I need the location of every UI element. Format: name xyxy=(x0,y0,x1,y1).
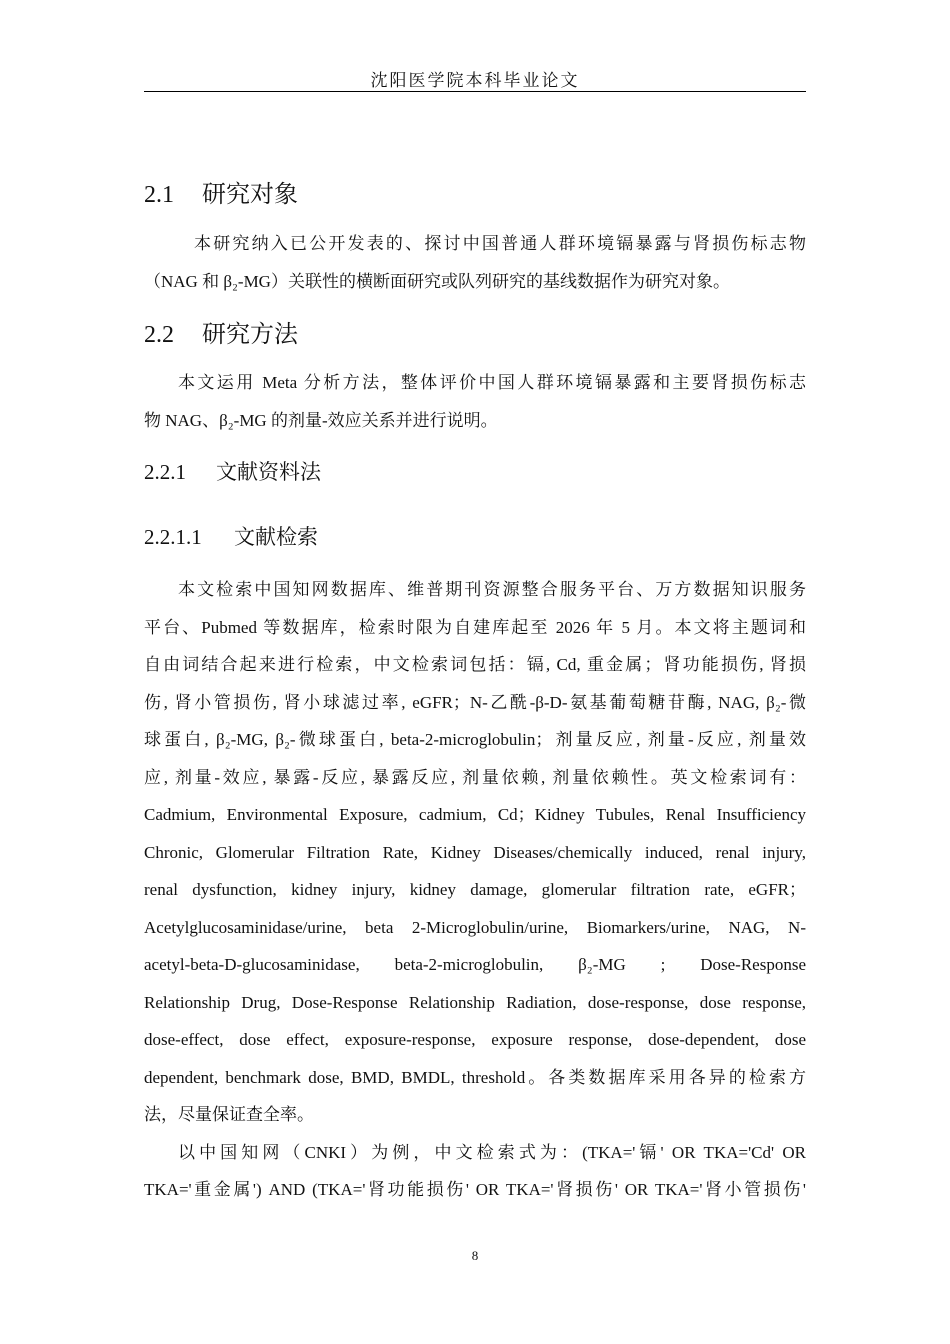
section-number: 2.2.1.1 xyxy=(144,525,202,549)
text-line: 伤, 肾小管损伤, 肾小球滤过率, eGFR；N-乙酰-β-D-氨基葡萄糖苷酶, NAG, β₂-微 xyxy=(144,692,806,712)
section-heading-2-2 xyxy=(144,314,298,349)
text-line: Acetylglucosaminidase/urine, beta 2-Microglobulin/urine, Biomarkers/urine, NAG, N- xyxy=(144,917,806,937)
section-number: 2.2.1 xyxy=(144,460,186,484)
text-line: Cadmium, Environmental Exposure, cadmium, Cd；Kidney Tubules, Renal Insufficiency xyxy=(144,805,806,824)
section-number: 2.1 xyxy=(144,182,174,208)
text-line: Relationship Drug, Dose-Response Relationship Radiation, dose-response, dose response, xyxy=(144,992,806,1012)
text-line: 物 NAG、β₂-MG 的剂量-效应关系并进行说明。 xyxy=(144,410,498,430)
section-title: 文献检索 xyxy=(234,525,318,549)
section-heading-2-2-1-1 xyxy=(144,521,318,551)
paragraph-literature-search xyxy=(144,571,806,1209)
text-line: 应, 剂量-效应, 暴露-反应, 暴露反应, 剂量依赖, 剂量依赖性。英文检索词有： xyxy=(144,767,806,787)
text-line: 本文运用 Meta 分析方法，整体评价中国人群环境镉暴露和主要肾损伤标志 xyxy=(178,373,806,392)
text-line: acetyl-beta-D-glucosaminidase, beta-2-microglobulin, β₂-MG ; Dose-Response xyxy=(144,955,806,974)
section-heading-2-2-1 xyxy=(144,456,321,486)
text-line: 球蛋白, β₂-MG, β₂-微球蛋白, beta-2-microglobulin；剂量反应, 剂量-反应, 剂量效 xyxy=(144,730,806,749)
text-line: dose-effect, dose effect, exposure-response, exposure response, dose-dependent, dose xyxy=(144,1030,806,1049)
text-line: （NAG 和 β₂-MG）关联性的横断面研究或队列研究的基线数据作为研究对象。 xyxy=(144,271,730,291)
text-line: renal dysfunction, kidney injury, kidney damage, glomerular filtration rate, eGFR； xyxy=(144,880,806,899)
text-line: 平台、Pubmed 等数据库，检索时限为自建库起至 2026 年 5 月。本文将主题词和 xyxy=(144,617,806,637)
text-line: 以中国知网（CNKI）为例，中文检索式为：(TKA='镉' OR TKA='Cd' OR xyxy=(178,1142,806,1162)
running-header: 沈阳医学院本科毕业论文 xyxy=(370,71,580,90)
paragraph-research-object xyxy=(144,225,806,300)
text-line: 法，尽量保证查全率。 xyxy=(144,1105,314,1124)
paragraph-research-method xyxy=(144,364,806,439)
section-number: 2.2 xyxy=(144,322,174,348)
section-heading-2-1 xyxy=(144,174,298,209)
text-line: TKA='重金属') AND (TKA='肾功能损伤' OR TKA='肾损伤' OR TKA='肾小管损伤' xyxy=(144,1180,806,1199)
header-rule xyxy=(144,91,806,92)
text-line: Chronic, Glomerular Filtration Rate, Kidney Diseases/chemically induced, renal injury, xyxy=(144,842,806,862)
section-title: 研究方法 xyxy=(202,322,298,348)
text-line: 本文检索中国知网数据库、维普期刊资源整合服务平台、万方数据知识服务 xyxy=(178,580,806,599)
section-title: 研究对象 xyxy=(202,182,298,208)
text-line: dependent, benchmark dose, BMD, BMDL, threshold。各类数据库采用各异的检索方 xyxy=(144,1067,806,1087)
text-line: 自由词结合起来进行检索，中文检索词包括：镉, Cd, 重金属；肾功能损伤, 肾损 xyxy=(144,655,806,674)
section-title: 文献资料法 xyxy=(216,460,321,484)
page-number: 8 xyxy=(471,1248,479,1263)
text-line: 本研究纳入已公开发表的、探讨中国普通人群环境镉暴露与肾损伤标志物 xyxy=(194,234,806,253)
